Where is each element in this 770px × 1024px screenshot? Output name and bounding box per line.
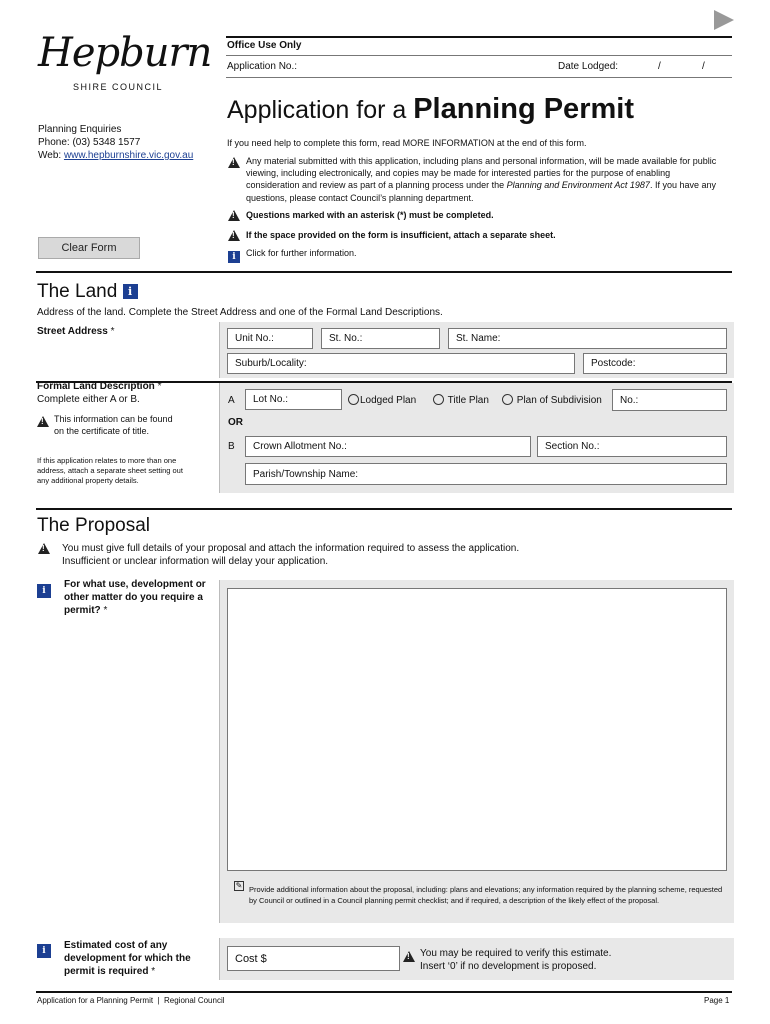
edit-icon: ✎ [235,881,243,890]
application-no-label: Application No.: [227,61,298,72]
title-plan-radio[interactable]: Title Plan [433,394,489,406]
plan-no-field[interactable]: No.: [612,389,727,411]
formal-land-label: Formal Land Description * [37,381,162,392]
parish-field[interactable]: Parish/Township Name: [245,463,727,485]
cost-info-icon[interactable]: i [37,940,51,958]
section-heading-proposal: The Proposal [37,515,151,536]
date-separator: / [702,61,705,72]
page-number: Page 1 [704,996,730,1005]
street-name-field[interactable]: St. Name: [448,328,727,349]
contact-block [38,123,193,162]
warning-icon [37,413,53,431]
date-separator: / [658,61,661,72]
click-info-note: Click for further information. [246,248,357,258]
use-question: For what use, development or other matter do you require a permit? * [64,579,206,616]
warning-icon [38,540,54,558]
cost-field[interactable]: Cost $ [227,946,400,971]
postcode-field[interactable]: Postcode: [583,353,727,374]
date-lodged-label: Date Lodged: [558,61,619,72]
certificate-note: This information can be found on the certificate of title. [54,414,173,436]
land-description: Address of the land. Complete the Street Address and one of the Formal Land Descriptions. [37,307,443,318]
street-address-label: Street Address * [37,326,115,337]
warning-icon [228,154,244,172]
lodged-plan-radio[interactable]: Lodged Plan [348,394,416,406]
option-a-label: A [228,395,235,406]
suburb-field[interactable]: Suburb/Locality: [227,353,575,374]
cost-verify-note: You may be required to verify this estimate. Insert ‘0’ if no development is proposed. [420,948,612,972]
contact-web: Web: www.hepburnshire.vic.gov.au [38,150,194,161]
complete-a-or-b: Complete either A or B. [37,394,140,405]
insufficient-note: If the space provided on the form is insufficient, attach a separate sheet. [246,230,556,240]
multiple-address-note: If this application relates to more than one address, attach a separate sheet setting out any additional property details. [37,456,183,485]
office-use-heading: Office Use Only [227,40,302,51]
page-title: Application for a Planning Permit [227,93,634,125]
option-b-label: B [228,441,235,452]
asterisk-note: Questions marked with an asterisk (*) must be completed. [246,210,494,220]
logo-subtitle: SHIRE COUNCIL [72,82,163,92]
proposal-warning: You must give full details of your proposal and attach the information required to assess the application. Insufficient or unclear information will delay your application. [62,543,520,567]
info-icon[interactable]: i [228,246,240,264]
contact-phone: Phone: (03) 5348 1577 [38,137,141,148]
plan-of-subdivision-radio[interactable]: Plan of Subdivision [502,394,602,406]
warning-icon [228,227,244,245]
footer-left: Application for a Planning Permit | Regional Council [37,996,225,1005]
clear-form-button[interactable]: Clear Form [38,237,140,259]
section-heading-land: The Land i [37,281,138,303]
additional-info-note: Provide additional information about the proposal, including: plans and elevations; any information required by the planning scheme, requested by Council or outlined in a Council planning permit checklist; and if required, a description of the likely effect of the proposal. [249,885,723,905]
help-text: If you need help to complete this form, read MORE INFORMATION at the end of this form. [227,138,587,148]
council-logo [38,30,212,92]
warning-icon [228,207,244,225]
unit-no-field[interactable]: Unit No.: [227,328,313,349]
street-no-field[interactable]: St. No.: [321,328,440,349]
warning-icon [403,948,419,966]
land-info-icon[interactable]: i [123,284,138,299]
or-label: OR [228,417,243,428]
crown-allotment-field[interactable]: Crown Allotment No.: [245,436,531,457]
proposal-textarea[interactable] [227,588,727,871]
logo-name: Hepburn [38,30,212,76]
cost-question: Estimated cost of any development for which the permit is required * [64,940,191,977]
next-page-arrow-icon[interactable] [714,10,734,30]
material-notice: Any material submitted with this application, including plans and personal information, will be made available for public viewing, including electronically, and copies may be made for interested parties for the purpose of enabling consideration and review as part of a planning process under the Planning and Environment Act 1987. If you have any questions, please contact Council’s planning department. [246,156,717,203]
website-link[interactable]: www.hepburnshire.vic.gov.au [63,150,194,161]
lot-no-field[interactable]: Lot No.: [245,389,342,410]
section-no-field[interactable]: Section No.: [537,436,727,457]
contact-heading: Planning Enquiries [38,124,122,135]
use-info-icon[interactable]: i [37,580,51,598]
